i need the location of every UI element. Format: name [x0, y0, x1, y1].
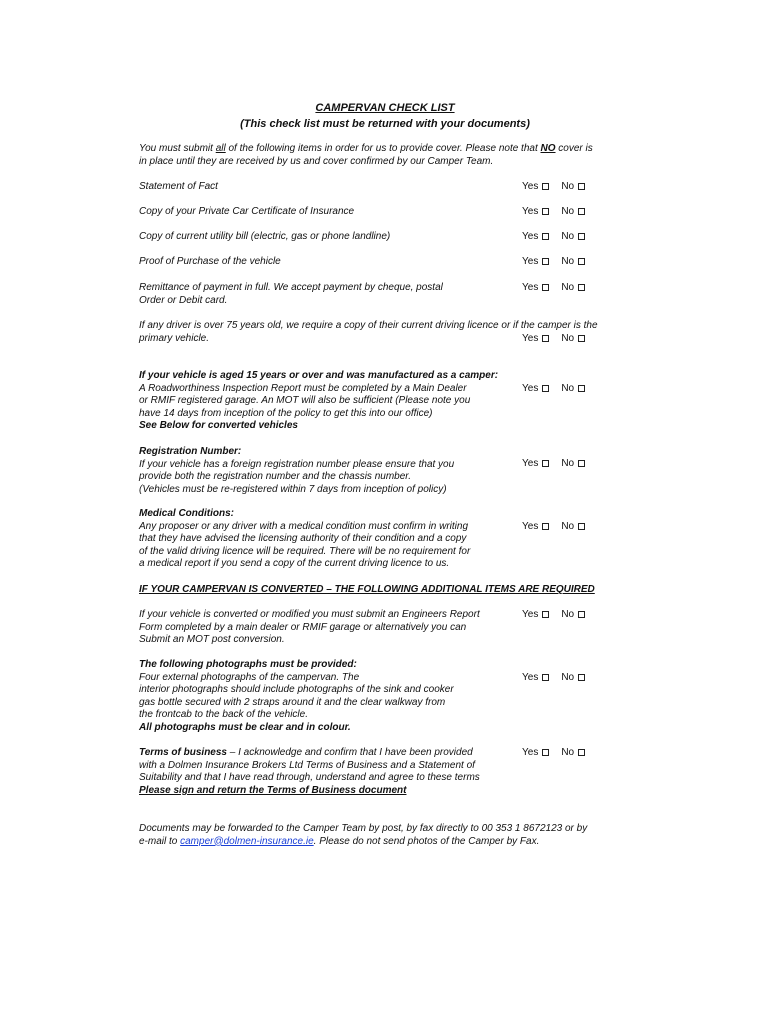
footer-note	[139, 823, 587, 848]
yes-label: Yes	[522, 231, 539, 242]
photos-line: interior photographs should include photographs of the sink and cooker	[139, 684, 454, 696]
medical-line: Any proposer or any driver with a medical condition must confirm in writing	[139, 520, 469, 532]
aged-line: have 14 days from inception of the policy to get this into our office)	[139, 407, 433, 419]
registration-line: If your vehicle has a foreign registration number please ensure that you	[139, 458, 455, 470]
yes-no-terms	[522, 747, 585, 758]
remittance-line: Remittance of payment in full. We accept payment by cheque, postal	[139, 282, 443, 293]
medical-line: a medical report if you send a copy of the current driving licence to us.	[139, 558, 450, 570]
photos-colour-note: All photographs must be clear and in colour.	[139, 721, 351, 733]
yes-no-remittance	[522, 282, 585, 293]
yes-label: Yes	[522, 333, 539, 344]
yes-checkbox[interactable]	[542, 749, 549, 756]
item-utility-bill: Copy of current utility bill (electric, gas or phone landline)	[139, 231, 391, 242]
yes-checkbox[interactable]	[542, 523, 549, 530]
no-label: No	[561, 609, 575, 620]
medical-line: that they have advised the licensing authority of their condition and a copy	[139, 533, 467, 545]
no-checkbox[interactable]	[578, 460, 585, 467]
yes-label: Yes	[522, 521, 539, 532]
converted-line: Form completed by a main dealer or RMIF garage or alternatively you can	[139, 621, 467, 633]
aged-see-below: See Below for converted vehicles	[139, 420, 298, 432]
yes-label: Yes	[522, 458, 539, 469]
no-label: No	[561, 747, 575, 758]
intro-paragraph	[139, 143, 593, 168]
remittance-line: Order or Debit card.	[139, 294, 228, 306]
intro-all: all	[215, 143, 226, 154]
yes-no-converted	[522, 609, 585, 620]
no-checkbox[interactable]	[578, 523, 585, 530]
section-terms	[139, 747, 480, 797]
yes-label: Yes	[522, 383, 539, 394]
intro-text: in place until they are received by us and cover confirmed by our Camper Team.	[139, 155, 494, 167]
no-label: No	[561, 521, 575, 532]
terms-sign-note: Please sign and return the Terms of Business document	[139, 784, 407, 796]
no-checkbox[interactable]	[578, 208, 585, 215]
email-link[interactable]: camper@dolmen-insurance.ie	[180, 835, 314, 847]
yes-label: Yes	[522, 206, 539, 217]
no-label: No	[561, 282, 575, 293]
no-checkbox[interactable]	[578, 335, 585, 342]
yes-no-registration	[522, 458, 585, 469]
aged-line: or RMIF registered garage. An MOT will also be sufficient (Please note you	[139, 395, 471, 407]
no-label: No	[561, 231, 575, 242]
terms-line: with a Dolmen Insurance Brokers Ltd Terms of Business and a Statement of	[139, 759, 475, 771]
registration-line: provide both the registration number and the chassis number.	[139, 471, 412, 483]
page-subtitle: (This check list must be returned with your documents)	[240, 118, 530, 130]
no-checkbox[interactable]	[578, 611, 585, 618]
photos-heading: The following photographs must be provided:	[139, 659, 357, 670]
no-checkbox[interactable]	[578, 183, 585, 190]
yes-label: Yes	[522, 747, 539, 758]
no-label: No	[561, 333, 575, 344]
medical-heading: Medical Conditions:	[139, 508, 234, 519]
yes-no-photos	[522, 672, 585, 683]
aged-line: A Roadworthiness Inspection Report must be completed by a Main Dealer	[139, 382, 467, 394]
yes-no-aged	[522, 383, 585, 394]
yes-checkbox[interactable]	[542, 233, 549, 240]
yes-checkbox[interactable]	[542, 611, 549, 618]
no-label: No	[561, 383, 575, 394]
no-checkbox[interactable]	[578, 674, 585, 681]
footer-line: . Please do not send photos of the Camper by Fax.	[313, 835, 540, 847]
intro-text: of the following items in order for us to provide cover. Please note that	[225, 143, 541, 154]
yes-checkbox[interactable]	[542, 284, 549, 291]
terms-line: Suitability and that I have read through, understand and agree to these terms	[139, 772, 480, 784]
item-certificate: Copy of your Private Car Certificate of Insurance	[139, 206, 355, 217]
section-medical	[139, 508, 470, 571]
driver75-line: If any driver is over 75 years old, we require a copy of their current driving licence or if the camper is the	[139, 320, 598, 331]
no-checkbox[interactable]	[578, 233, 585, 240]
no-label: No	[561, 181, 575, 192]
driver75-line: primary vehicle.	[139, 332, 210, 344]
item-remittance	[139, 282, 443, 307]
no-label: No	[561, 206, 575, 217]
footer-line: Documents may be forwarded to the Camper Team by post, by fax directly to 00 353 1 8672123 or by	[139, 823, 588, 834]
yes-no-certificate	[522, 206, 585, 217]
no-checkbox[interactable]	[578, 284, 585, 291]
yes-checkbox[interactable]	[542, 460, 549, 467]
yes-no-utility	[522, 231, 585, 242]
photos-line: the frontcab to the back of the vehicle.	[139, 709, 308, 721]
yes-checkbox[interactable]	[542, 183, 549, 190]
item-proof-of-purchase: Proof of Purchase of the vehicle	[139, 256, 281, 267]
intro-no: NO	[540, 143, 556, 154]
yes-no-medical	[522, 521, 585, 532]
yes-checkbox[interactable]	[542, 385, 549, 392]
converted-line: If your vehicle is converted or modified you must submit an Engineers Report	[139, 609, 480, 620]
aged-heading: If your vehicle is aged 15 years or over and was manufactured as a camper:	[139, 370, 499, 381]
footer-line: e-mail to	[139, 835, 181, 847]
yes-label: Yes	[522, 181, 539, 192]
page-title: CAMPERVAN CHECK LIST	[315, 102, 455, 114]
yes-checkbox[interactable]	[542, 335, 549, 342]
converted-heading: IF YOUR CAMPERVAN IS CONVERTED – THE FOLLOWING ADDITIONAL ITEMS ARE REQUIRED	[139, 584, 595, 595]
yes-label: Yes	[522, 609, 539, 620]
medical-line: of the valid driving licence will be required. There will be no requirement for	[139, 545, 471, 557]
photos-line: Four external photographs of the campervan. The	[139, 671, 360, 683]
yes-label: Yes	[522, 672, 539, 683]
no-checkbox[interactable]	[578, 385, 585, 392]
photos-line: gas bottle secured with 2 straps around it and the clear walkway from	[139, 696, 446, 708]
no-checkbox[interactable]	[578, 749, 585, 756]
yes-checkbox[interactable]	[542, 208, 549, 215]
no-label: No	[561, 672, 575, 683]
yes-label: Yes	[522, 256, 539, 267]
terms-line: – I acknowledge and confirm that I have been provided	[227, 747, 473, 758]
item-statement-of-fact: Statement of Fact	[139, 181, 218, 192]
yes-checkbox[interactable]	[542, 258, 549, 265]
yes-no-driver75	[522, 333, 585, 344]
yes-checkbox[interactable]	[542, 674, 549, 681]
no-checkbox[interactable]	[578, 258, 585, 265]
section-registration	[139, 446, 454, 496]
no-label: No	[561, 458, 575, 469]
intro-text: cover is	[555, 143, 593, 154]
section-photographs	[139, 659, 454, 735]
yes-label: Yes	[522, 282, 539, 293]
converted-line: Submit an MOT post conversion.	[139, 634, 285, 646]
intro-text: You must submit	[139, 143, 216, 154]
yes-no-statement	[522, 181, 585, 192]
no-label: No	[561, 256, 575, 267]
registration-line: (Vehicles must be re-registered within 7 days from inception of policy)	[139, 483, 447, 495]
terms-heading: Terms of business	[139, 747, 227, 758]
yes-no-purchase	[522, 256, 585, 267]
section-aged-vehicle	[139, 370, 498, 433]
registration-heading: Registration Number:	[139, 446, 242, 457]
section-converted	[139, 609, 480, 647]
